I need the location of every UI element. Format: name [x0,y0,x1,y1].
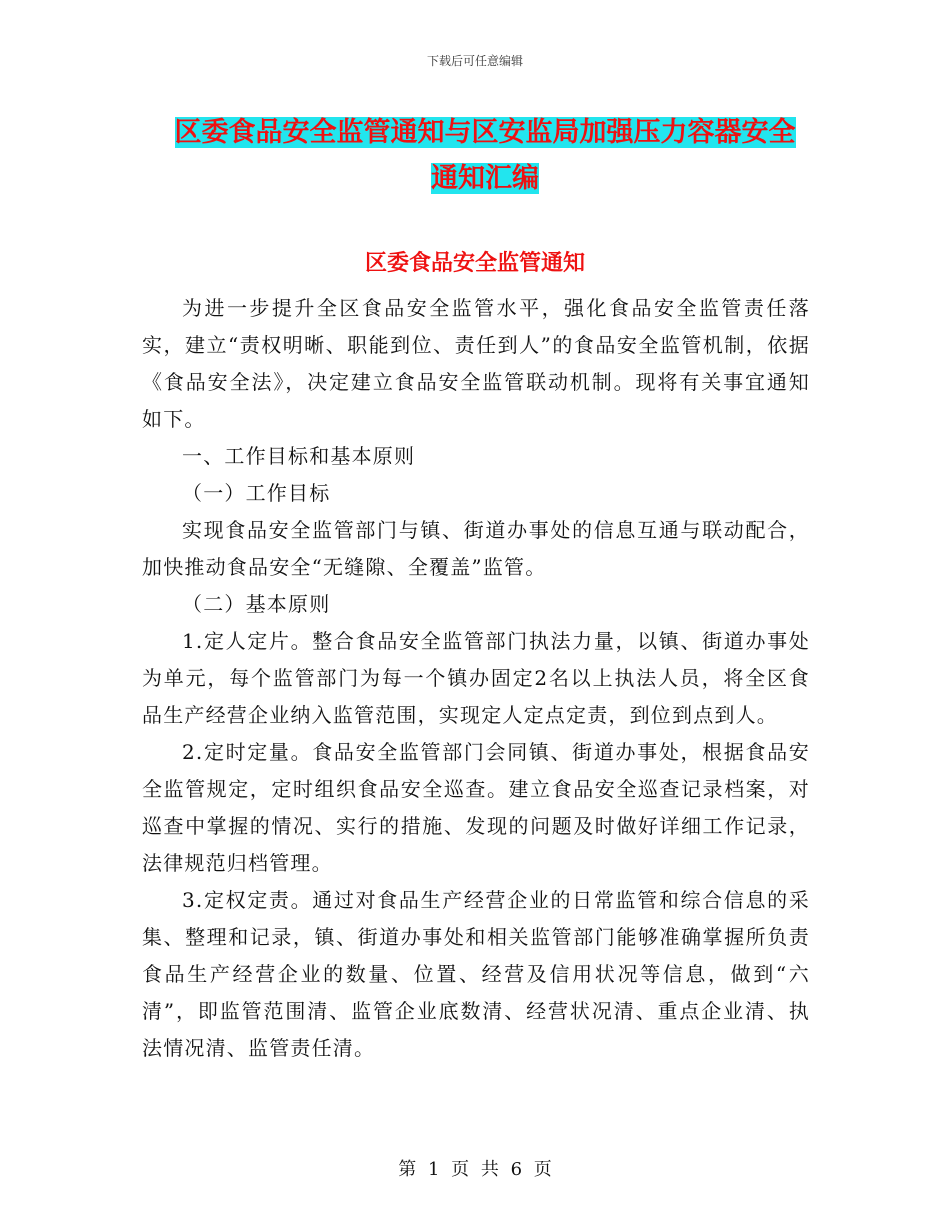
paragraph-principle-1: 1.定人定片。整合食品安全监管部门执法力量，以镇、街道办事处为单元，每个监管部门为每一个镇办固定2名以上执法人员，将全区食品生产经营企业纳入监管范围，实现定人定点定责，到位到点到人。 [142,629,810,727]
paragraph-goal: 实现食品安全监管部门与镇、街道办事处的信息互通与联动配合，加快推动食品安全“无缝隙、全覆盖”监管。 [142,518,810,579]
section-title: 区委食品安全监管通知 [364,250,585,276]
heading-level-2-goal: （一）工作目标 [182,481,331,505]
page-header: 下载后可任意编辑 [426,54,523,68]
paragraph-intro: 为进一步提升全区食品安全监管水平，强化食品安全监管责任落实，建立“责权明晰、职能到位、责任到人”的食品安全监管机制，依据《食品安全法》，决定建立食品安全监管联动机制。现将有关事宜通知如下。 [142,296,810,431]
document-title-line-2: 通知汇编 [431,163,539,194]
document-title [140,110,830,202]
heading-level-1: 一、工作目标和基本原则 [182,444,416,468]
page-footer: 第 1 页 共 6 页 [398,1159,552,1180]
paragraph-principle-2: 2.定时定量。食品安全监管部门会同镇、街道办事处，根据食品安全监管规定，定时组织食品安全巡查。建立食品安全巡查记录档案，对巡查中掌握的情况、实行的措施、发现的问题及时做好详细工作记录，法律规范归档管理。 [142,740,810,875]
paragraph-principle-3: 3.定权定责。通过对食品生产经营企业的日常监管和综合信息的采集、整理和记录，镇、街道办事处和相关监管部门能够准确掌握所负责食品生产经营企业的数量、位置、经营及信用状况等信息，做到“六清”，即监管范围清、监管企业底数清、经营状况清、重点企业清、执法情况清、监管责任清。 [142,888,810,1060]
document-body [142,290,810,1067]
document-title-line-1: 区委食品安全监管通知与区安监局加强压力容器安全 [174,117,796,148]
heading-level-2-principle: （二）基本原则 [182,592,331,616]
